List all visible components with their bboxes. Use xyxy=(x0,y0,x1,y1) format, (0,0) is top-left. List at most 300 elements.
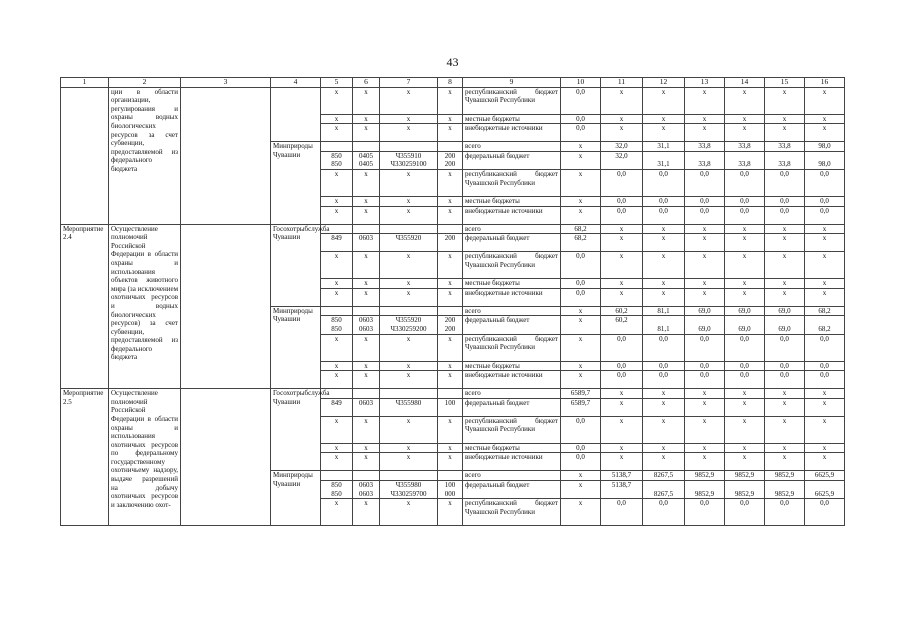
funding-source: республиканский бюджет Чувашской Республики xyxy=(463,416,561,443)
year-value: x xyxy=(805,114,845,124)
year-value: x xyxy=(601,389,643,399)
column-number: 2 xyxy=(109,78,181,88)
column-number: 6 xyxy=(353,78,380,88)
year-value: 0,0 xyxy=(725,499,765,526)
year-value: 0,0 xyxy=(725,371,765,389)
executor-cell: Минприроды Чувашии xyxy=(271,306,321,388)
grbs-code: x xyxy=(321,416,353,443)
column-number: 15 xyxy=(765,78,805,88)
section-code: x xyxy=(353,124,380,142)
year-value: 0,0 xyxy=(643,371,685,389)
year-value: x xyxy=(561,371,601,389)
expense-type-code: x xyxy=(438,416,463,443)
year-value: x xyxy=(725,114,765,124)
year-value: 0,0 xyxy=(561,443,601,453)
year-value: 0,0 xyxy=(685,169,725,196)
section-code: 0405 0405 xyxy=(353,151,380,169)
year-value: x xyxy=(765,389,805,399)
year-value: 0,0 xyxy=(643,169,685,196)
year-value: x xyxy=(805,453,845,471)
year-value: x xyxy=(561,169,601,196)
year-value: x xyxy=(685,453,725,471)
year-value: x xyxy=(561,471,601,481)
funding-source: внебюджетные источники xyxy=(463,371,561,389)
year-value: x xyxy=(685,398,725,416)
expense-type-code xyxy=(438,389,463,399)
section-code: x xyxy=(353,114,380,124)
year-value: 33,8 xyxy=(725,151,765,169)
section-code xyxy=(353,389,380,399)
year-value: 81,1 xyxy=(643,306,685,316)
year-value: 32,0 xyxy=(601,142,643,152)
year-value: x xyxy=(765,252,805,279)
funding-source: республиканский бюджет Чувашской Республики xyxy=(463,499,561,526)
funding-source: федеральный бюджет xyxy=(463,398,561,416)
section-code: 0603 0603 xyxy=(353,316,380,334)
year-value: x xyxy=(643,87,685,114)
empty-cell xyxy=(181,87,271,224)
measure-cell: Мероприятие 2.4 xyxy=(61,224,109,389)
grbs-code: x xyxy=(321,279,353,289)
year-value: x xyxy=(643,398,685,416)
year-value: 6625,9 xyxy=(805,471,845,481)
year-value: 81,1 xyxy=(643,316,685,334)
budget-table xyxy=(60,77,845,526)
table-row xyxy=(61,389,845,399)
target-article-code: x xyxy=(380,114,438,124)
year-value: 31,1 xyxy=(643,151,685,169)
column-number: 12 xyxy=(643,78,685,88)
funding-source: федеральный бюджет xyxy=(463,480,561,498)
year-value: x xyxy=(685,416,725,443)
year-value: 0,0 xyxy=(685,361,725,371)
year-value: x xyxy=(725,224,765,234)
year-value: 0,0 xyxy=(725,206,765,224)
grbs-code: 850 850 xyxy=(321,316,353,334)
executor-cell xyxy=(271,87,321,142)
target-article-code xyxy=(380,471,438,481)
year-value: 33,8 xyxy=(765,142,805,152)
year-value: x xyxy=(725,252,765,279)
year-value: x xyxy=(685,87,725,114)
year-value: 0,0 xyxy=(725,196,765,206)
expense-type-code: x xyxy=(438,87,463,114)
grbs-code: x xyxy=(321,114,353,124)
expense-type-code: x xyxy=(438,499,463,526)
year-value: 0,0 xyxy=(643,499,685,526)
section-code: x xyxy=(353,252,380,279)
expense-type-code: x xyxy=(438,453,463,471)
measure-description: ции в области организации, регулирования и охраны водных биологических ресурсов за счет субвенции, предоставляемой из федерального бюджета xyxy=(109,87,181,224)
expense-type-code xyxy=(438,306,463,316)
year-value: x xyxy=(561,306,601,316)
funding-source: внебюджетные источники xyxy=(463,124,561,142)
column-number: 4 xyxy=(271,78,321,88)
target-article-code: x xyxy=(380,196,438,206)
year-value: 69,0 xyxy=(685,316,725,334)
grbs-code: 849 xyxy=(321,234,353,252)
expense-type-code: x xyxy=(438,114,463,124)
column-number: 10 xyxy=(561,78,601,88)
table-row xyxy=(61,87,845,114)
grbs-code: x xyxy=(321,124,353,142)
year-value: x xyxy=(561,361,601,371)
year-value: x xyxy=(765,416,805,443)
year-value: 68,2 xyxy=(805,316,845,334)
year-value: 32,0 xyxy=(601,151,643,169)
target-article-code: x xyxy=(380,252,438,279)
year-value: x xyxy=(643,234,685,252)
funding-source: республиканский бюджет Чувашской Республики xyxy=(463,252,561,279)
target-article-code xyxy=(380,306,438,316)
year-value: x xyxy=(601,398,643,416)
year-value: 33,8 xyxy=(685,142,725,152)
table-body xyxy=(61,78,845,526)
target-article-code: x xyxy=(380,453,438,471)
year-value: x xyxy=(685,234,725,252)
year-value: 9852,9 xyxy=(725,471,765,481)
year-value: x xyxy=(685,224,725,234)
year-value: x xyxy=(561,316,601,334)
section-code: 0603 xyxy=(353,234,380,252)
year-value: 0,0 xyxy=(643,206,685,224)
year-value: 69,0 xyxy=(725,306,765,316)
table-row xyxy=(61,224,845,234)
year-value: x xyxy=(725,416,765,443)
year-value: 9852,9 xyxy=(765,471,805,481)
expense-type-code: x xyxy=(438,196,463,206)
target-article-code: x xyxy=(380,87,438,114)
year-value: x xyxy=(643,443,685,453)
year-value: 0,0 xyxy=(805,499,845,526)
year-value: x xyxy=(685,443,725,453)
year-value: 33,8 xyxy=(725,142,765,152)
section-code: x xyxy=(353,371,380,389)
column-number: 13 xyxy=(685,78,725,88)
grbs-code: x xyxy=(321,169,353,196)
target-article-code xyxy=(380,142,438,152)
year-value: x xyxy=(725,453,765,471)
year-value: 0,0 xyxy=(601,371,643,389)
year-value: 0,0 xyxy=(765,334,805,361)
measure-description: Осуществление полномочий Российской Федерации в области охраны и использования объектов животного мира (за исключением охотничьих ресурсов и водных биологических ресурсов) за счет субвенции, предоставляемой из федерального бюджета xyxy=(109,224,181,389)
year-value: 33,8 xyxy=(685,151,725,169)
year-value: x xyxy=(601,87,643,114)
column-number: 7 xyxy=(380,78,438,88)
column-number: 11 xyxy=(601,78,643,88)
funding-source: всего xyxy=(463,471,561,481)
expense-type-code: x xyxy=(438,334,463,361)
expense-type-code: x xyxy=(438,443,463,453)
year-value: 5138,7 xyxy=(601,471,643,481)
year-value: x xyxy=(643,453,685,471)
expense-type-code: x xyxy=(438,371,463,389)
year-value: 0,0 xyxy=(685,206,725,224)
grbs-code: x xyxy=(321,453,353,471)
funding-source: республиканский бюджет Чувашской Республики xyxy=(463,334,561,361)
year-value: 8267,5 xyxy=(643,480,685,498)
year-value: x xyxy=(561,334,601,361)
year-value: x xyxy=(805,234,845,252)
empty-cell xyxy=(181,224,271,389)
year-value: 0,0 xyxy=(685,499,725,526)
target-article-code: x xyxy=(380,279,438,289)
funding-source: местные бюджеты xyxy=(463,196,561,206)
year-value: x xyxy=(685,389,725,399)
year-value: 0,0 xyxy=(561,288,601,306)
column-number: 14 xyxy=(725,78,765,88)
year-value: 69,0 xyxy=(765,306,805,316)
section-code: x xyxy=(353,443,380,453)
funding-source: местные бюджеты xyxy=(463,114,561,124)
expense-type-code: x xyxy=(438,206,463,224)
section-code xyxy=(353,471,380,481)
target-article-code: x xyxy=(380,361,438,371)
year-value: x xyxy=(765,288,805,306)
year-value: 0,0 xyxy=(725,361,765,371)
year-value: 9852,9 xyxy=(685,480,725,498)
grbs-code: x xyxy=(321,288,353,306)
year-value: x xyxy=(643,288,685,306)
year-value: 98,0 xyxy=(805,142,845,152)
year-value: 0,0 xyxy=(601,196,643,206)
year-value: x xyxy=(601,114,643,124)
measure-cell: Мероприятие 2.5 xyxy=(61,389,109,526)
year-value: x xyxy=(643,224,685,234)
year-value: 0,0 xyxy=(685,196,725,206)
executor-cell: Минприроды Чувашии xyxy=(271,471,321,526)
year-value: x xyxy=(805,443,845,453)
year-value: x xyxy=(685,124,725,142)
funding-source: местные бюджеты xyxy=(463,443,561,453)
year-value: x xyxy=(725,443,765,453)
target-article-code: Ч355980 xyxy=(380,398,438,416)
funding-source: местные бюджеты xyxy=(463,361,561,371)
grbs-code xyxy=(321,471,353,481)
year-value: x xyxy=(805,279,845,289)
year-value: 0,0 xyxy=(561,416,601,443)
year-value: 69,0 xyxy=(765,316,805,334)
target-article-code: x xyxy=(380,334,438,361)
year-value: x xyxy=(601,416,643,443)
target-article-code: x xyxy=(380,206,438,224)
measure-description: Осуществление полномочий Российской Федерации в области охраны и использования охотничьих ресурсов по федеральному государственному охотничьему надзору, выдаче разрешений на добычу охотничьих ресурсов и заключению охот- xyxy=(109,389,181,526)
year-value: 6589,7 xyxy=(561,389,601,399)
year-value: x xyxy=(643,114,685,124)
year-value: x xyxy=(685,114,725,124)
expense-type-code: x xyxy=(438,124,463,142)
year-value: x xyxy=(725,389,765,399)
year-value: x xyxy=(805,87,845,114)
year-value: x xyxy=(765,453,805,471)
year-value: 0,0 xyxy=(561,87,601,114)
year-value: x xyxy=(561,480,601,498)
section-code xyxy=(353,224,380,234)
section-code xyxy=(353,142,380,152)
year-value: 0,0 xyxy=(765,169,805,196)
year-value: 69,0 xyxy=(685,306,725,316)
year-value: x xyxy=(601,453,643,471)
year-value: x xyxy=(601,252,643,279)
year-value: 0,0 xyxy=(601,334,643,361)
year-value: 0,0 xyxy=(561,279,601,289)
column-number: 5 xyxy=(321,78,353,88)
section-code: x xyxy=(353,206,380,224)
year-value: 0,0 xyxy=(765,499,805,526)
year-value: x xyxy=(643,252,685,279)
section-code: x xyxy=(353,87,380,114)
year-value: x xyxy=(765,87,805,114)
year-value: 68,2 xyxy=(561,234,601,252)
year-value: 9852,9 xyxy=(765,480,805,498)
year-value: 6625,9 xyxy=(805,480,845,498)
year-value: 98,0 xyxy=(805,151,845,169)
year-value: x xyxy=(685,252,725,279)
grbs-code xyxy=(321,142,353,152)
expense-type-code: x xyxy=(438,361,463,371)
year-value: x xyxy=(805,288,845,306)
target-article-code: x xyxy=(380,371,438,389)
year-value: x xyxy=(561,206,601,224)
expense-type-code xyxy=(438,471,463,481)
year-value: x xyxy=(601,279,643,289)
funding-source: местные бюджеты xyxy=(463,279,561,289)
funding-source: федеральный бюджет xyxy=(463,316,561,334)
grbs-code: x xyxy=(321,252,353,279)
year-value: 0,0 xyxy=(805,334,845,361)
target-article-code: x xyxy=(380,499,438,526)
year-value: 0,0 xyxy=(685,334,725,361)
year-value: x xyxy=(725,234,765,252)
section-code: x xyxy=(353,361,380,371)
target-article-code: x xyxy=(380,288,438,306)
year-value: 0,0 xyxy=(765,371,805,389)
section-code: x xyxy=(353,334,380,361)
year-value: 0,0 xyxy=(601,499,643,526)
year-value: x xyxy=(561,499,601,526)
year-value: 0,0 xyxy=(725,169,765,196)
target-article-code: Ч355920 xyxy=(380,234,438,252)
expense-type-code: x xyxy=(438,169,463,196)
expense-type-code: 200 xyxy=(438,234,463,252)
section-code: x xyxy=(353,279,380,289)
column-number-row xyxy=(61,78,845,88)
executor-cell: Госохотрыбслужба Чувашии xyxy=(271,224,321,306)
year-value: 9852,9 xyxy=(725,480,765,498)
target-article-code: x xyxy=(380,169,438,196)
empty-cell xyxy=(181,389,271,526)
year-value: x xyxy=(805,389,845,399)
year-value: x xyxy=(765,279,805,289)
grbs-code: x xyxy=(321,361,353,371)
year-value: x xyxy=(765,124,805,142)
year-value: 0,0 xyxy=(561,114,601,124)
year-value: x xyxy=(601,234,643,252)
year-value: 0,0 xyxy=(643,196,685,206)
section-code xyxy=(353,306,380,316)
column-number: 9 xyxy=(463,78,561,88)
year-value: 60,2 xyxy=(601,306,643,316)
year-value: 0,0 xyxy=(643,361,685,371)
year-value: x xyxy=(765,398,805,416)
year-value: 33,8 xyxy=(765,151,805,169)
year-value: 0,0 xyxy=(805,196,845,206)
column-number: 16 xyxy=(805,78,845,88)
year-value: x xyxy=(725,398,765,416)
funding-source: республиканский бюджет Чувашской Республики xyxy=(463,87,561,114)
year-value: x xyxy=(765,224,805,234)
funding-source: федеральный бюджет xyxy=(463,151,561,169)
section-code: 0603 xyxy=(353,398,380,416)
funding-source: всего xyxy=(463,142,561,152)
year-value: 69,0 xyxy=(725,316,765,334)
page-number: 43 xyxy=(446,55,459,69)
column-number: 1 xyxy=(61,78,109,88)
section-code: x xyxy=(353,288,380,306)
grbs-code: x xyxy=(321,87,353,114)
column-number: 8 xyxy=(438,78,463,88)
year-value: x xyxy=(643,389,685,399)
year-value: x xyxy=(685,279,725,289)
year-value: 0,0 xyxy=(765,206,805,224)
year-value: x xyxy=(725,279,765,289)
section-code: x xyxy=(353,169,380,196)
measure-cell xyxy=(61,87,109,224)
funding-source: республиканский бюджет Чувашской Республики xyxy=(463,169,561,196)
expense-type-code: x xyxy=(438,279,463,289)
funding-source: всего xyxy=(463,389,561,399)
year-value: 60,2 xyxy=(601,316,643,334)
year-value: 68,2 xyxy=(805,306,845,316)
section-code: x xyxy=(353,196,380,206)
year-value: 0,0 xyxy=(685,371,725,389)
grbs-code: x xyxy=(321,443,353,453)
target-article-code xyxy=(380,224,438,234)
year-value: x xyxy=(765,234,805,252)
funding-source: всего xyxy=(463,306,561,316)
year-value: 68,2 xyxy=(561,224,601,234)
executor-cell: Госохотрыбслужба Чувашии xyxy=(271,389,321,471)
grbs-code: 849 xyxy=(321,398,353,416)
year-value: 0,0 xyxy=(765,361,805,371)
year-value: x xyxy=(765,114,805,124)
target-article-code: Ч355980 Ч330259700 xyxy=(380,480,438,498)
expense-type-code: 200 200 xyxy=(438,151,463,169)
section-code: x xyxy=(353,499,380,526)
year-value: 0,0 xyxy=(561,453,601,471)
grbs-code: x xyxy=(321,371,353,389)
year-value: 0,0 xyxy=(765,196,805,206)
funding-source: внебюджетные источники xyxy=(463,453,561,471)
grbs-code: x xyxy=(321,206,353,224)
funding-source: внебюджетные источники xyxy=(463,206,561,224)
year-value: 0,0 xyxy=(601,169,643,196)
year-value: 9852,9 xyxy=(685,471,725,481)
year-value: 0,0 xyxy=(561,124,601,142)
year-value: 6589,7 xyxy=(561,398,601,416)
expense-type-code: x xyxy=(438,252,463,279)
year-value: 0,0 xyxy=(601,361,643,371)
grbs-code: 850 850 xyxy=(321,480,353,498)
year-value: 8267,5 xyxy=(643,471,685,481)
executor-cell: Минприроды Чувашии xyxy=(271,142,321,224)
year-value: x xyxy=(725,288,765,306)
year-value: x xyxy=(805,252,845,279)
funding-source: внебюджетные источники xyxy=(463,288,561,306)
target-article-code xyxy=(380,389,438,399)
year-value: x xyxy=(765,443,805,453)
year-value: x xyxy=(725,87,765,114)
